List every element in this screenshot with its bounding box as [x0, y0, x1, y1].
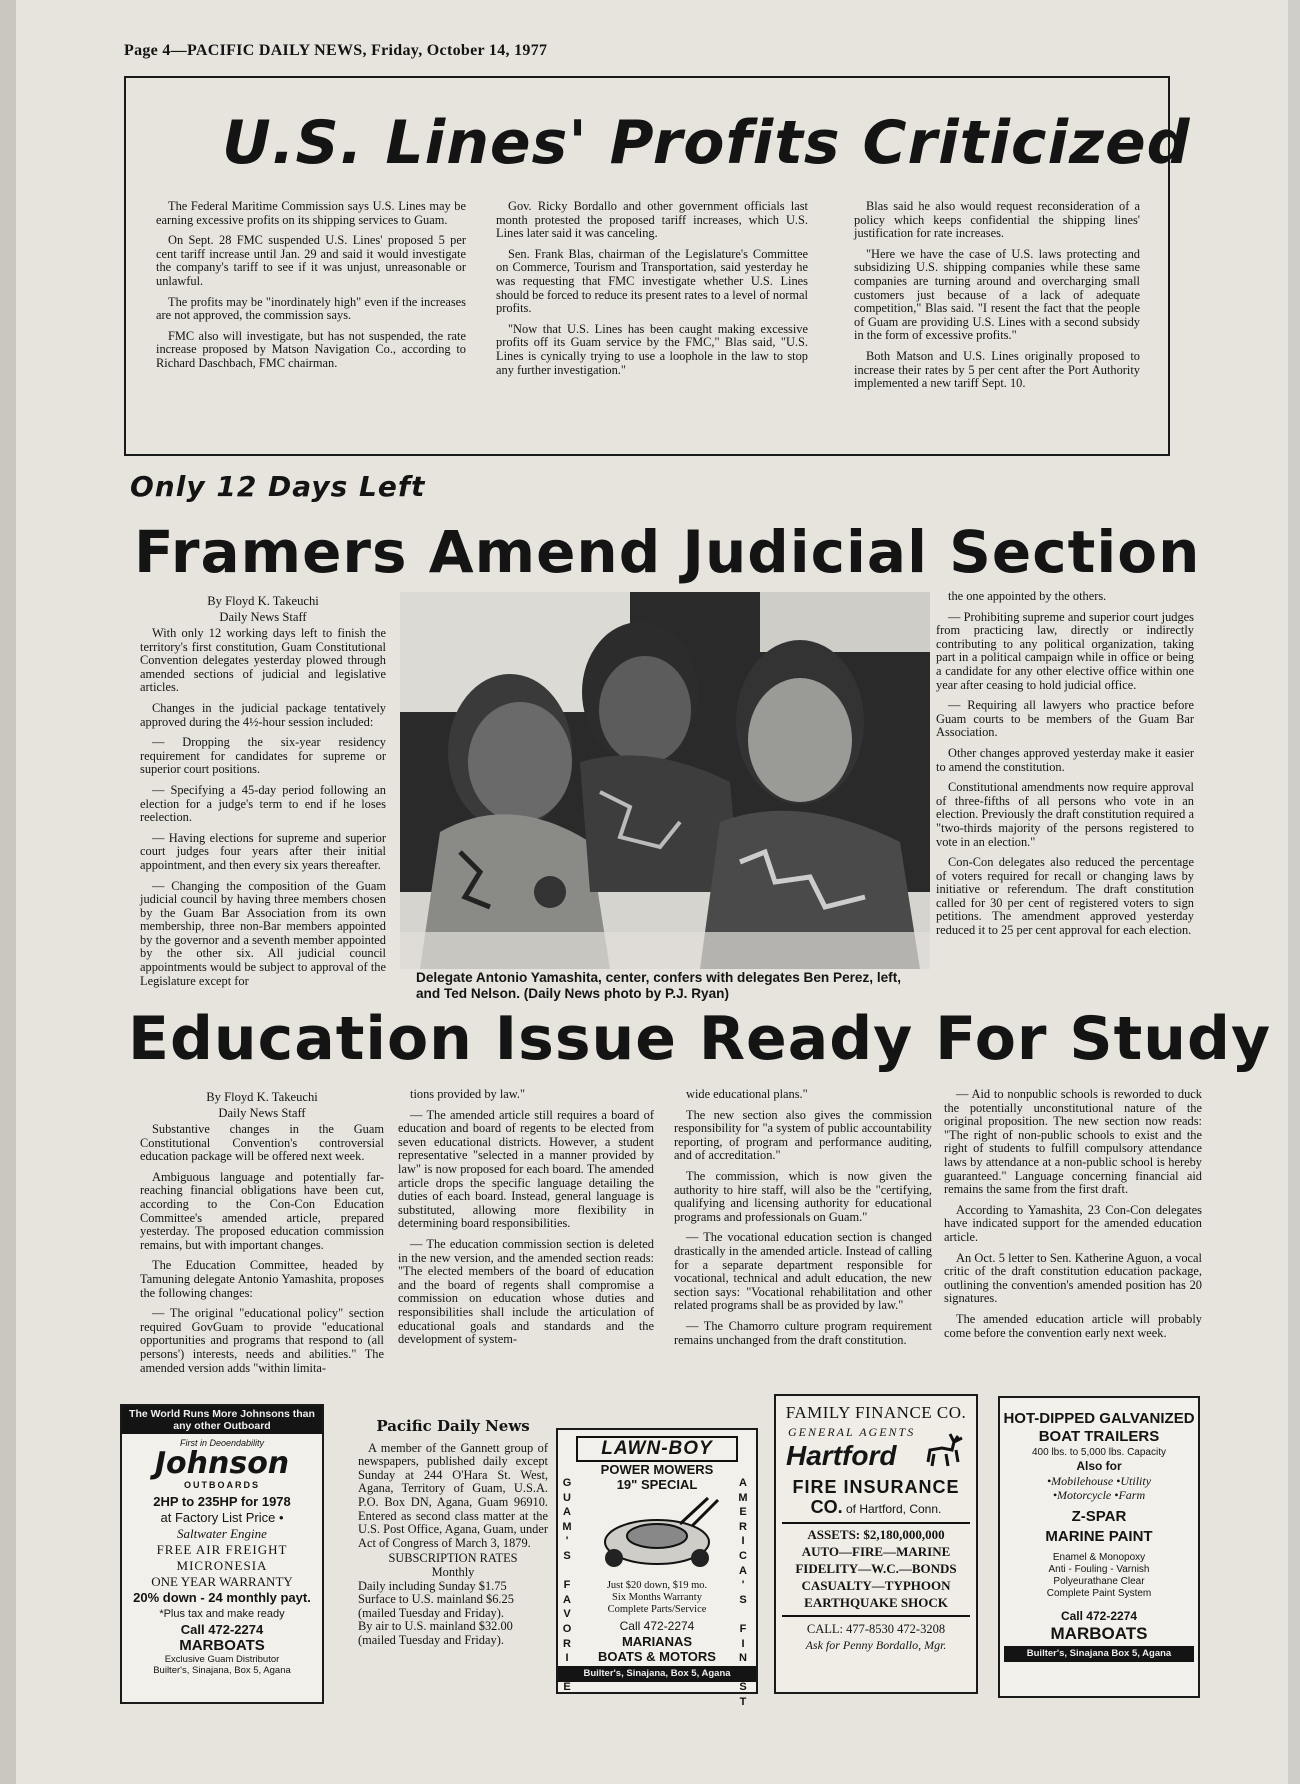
- johnson-ad-terms: 20% down - 24 monthly payt.: [133, 1590, 311, 1605]
- paragraph: According to Yamashita, 23 Con-Con delegates have indicated support for the amended education article.: [944, 1202, 1202, 1244]
- family-finance-phone: CALL: 477-8530 472-3208: [782, 1615, 970, 1637]
- family-finance-agents: GENERAL AGENTS: [788, 1425, 916, 1439]
- lawn-boy-warranty: Six Months Warranty: [612, 1592, 702, 1603]
- paragraph: The Federal Maritime Commission says U.S. Lines may be earning excessive profits on its shipping services to Guam.: [156, 199, 466, 227]
- johnson-ad-hp-range: 2HP to 235HP for 1978: [153, 1494, 291, 1509]
- johnson-ad-distributor: Exclusive Guam Distributor: [164, 1654, 280, 1665]
- lawn-boy-phone: Call 472-2274: [619, 1619, 695, 1633]
- framers-headline: Framers Amend Judicial Section: [134, 518, 1201, 586]
- page-folio: Page 4—PACIFIC DAILY NEWS, Friday, October 14, 1977: [124, 42, 548, 59]
- fire-insurance-location: of Hartford, Conn.: [845, 1502, 942, 1516]
- framers-column-1: [140, 594, 386, 995]
- page-left-edge: [0, 0, 16, 1784]
- paragraph: wide educational plans.": [686, 1087, 808, 1101]
- johnson-ad-price: at Factory List Price •: [160, 1510, 284, 1525]
- paragraph: Con-Con delegates also reduced the percentage of voters required for recall or changing laws by initiative or referendum. The draft constitution called for 30 per cent of registered voters to sign petitions. The amendment approved yesterday reduced it to 25 per cent approval for each election.: [936, 855, 1194, 938]
- paragraph: — The original "educational policy" section required GovGuam to provide "educational opportunities and programs that respond to (all persons') interests, needs and abilities." The amended version adds "within limita-: [140, 1306, 384, 1375]
- coverage-line-3: CASUALTY—TYPHOON: [801, 1578, 951, 1593]
- education-column-2: [398, 1088, 654, 1354]
- paragraph: "Here we have the case of U.S. laws protecting and subsidizing U.S. shipping companies while these same companies are turning around and overcharging small customers just because of a lack of adequate competition," Blas said. "I resent the fact that the people of Guam are providing U.S. Lines with a second subsidy in the form of excessive profits.": [854, 246, 1140, 343]
- education-column-4: [944, 1088, 1202, 1347]
- paragraph: The profits may be "inordinately high" even if the increases are not approved, the commission says.: [156, 294, 466, 323]
- paragraph: — Aid to nonpublic schools is reworded to duck the potentially unconstitutional nature of the original proposition. The new section now reads: "The right of non-public schools to exist and the right of students to fulfill compulsory attendance laws by attendance at a non-public school is hereby guaranteed." Language concerning financial aid remains the same from the first draft.: [944, 1087, 1202, 1197]
- framers-column-1-body: [140, 627, 386, 988]
- us-lines-headline: U.S. Lines' Profits Criticized: [222, 108, 1191, 178]
- johnson-ad-phone: Call 472-2274: [180, 1622, 264, 1637]
- paragraph: An Oct. 5 letter to Sen. Katherine Aguon, a vocal critic of the draft constitution education package, outlining the convention's amended position has 20 signatures.: [944, 1250, 1202, 1306]
- marboats-trailers-ad: [998, 1396, 1200, 1698]
- paragraph: Blas said he also would request reconsideration of a policy which keeps confidential the shipping lines' justification for rate increases.: [854, 199, 1140, 241]
- framers-column-2: [936, 590, 1194, 945]
- trailers-capacity: 400 lbs. to 5,000 lbs. Capacity: [1032, 1447, 1166, 1458]
- johnson-ad-saltwater: Saltwater Engine: [177, 1526, 267, 1541]
- us-lines-column-3: [854, 200, 1140, 398]
- paragraph: The Education Committee, headed by Tamuning delegate Antonio Yamashita, proposes the following changes:: [140, 1258, 384, 1300]
- hartford-brand: Hartford: [786, 1440, 897, 1471]
- paragraph: The commission, which is now given the authority to hire staff, will also be the "certifying, qualifying and licensing authority for educational programs and professionals on Guam.": [674, 1168, 932, 1224]
- paragraph: — The Chamorro culture program requirement remains unchanged from the draft constitution.: [674, 1318, 932, 1347]
- fire-insurance: FIRE INSURANCE: [792, 1477, 960, 1497]
- trailers-heading-2: BOAT TRAILERS: [1038, 1428, 1160, 1445]
- marboats-name: MARBOATS: [1050, 1624, 1148, 1643]
- education-byline: By Floyd K. Takeuchi: [206, 1090, 318, 1104]
- coverage-line-4: EARTHQUAKE SHOCK: [804, 1595, 948, 1610]
- paragraph: — The vocational education section is changed drastically in the amended article. Instead of calling for a separate department responsible for vocational, technical and adult education, the new section says: "Vocational rehabilitation and other related programs shall be as provided by law.": [674, 1230, 932, 1313]
- delegates-photo-image: [400, 592, 930, 969]
- paragraph: — Specifying a 45-day period following an election for a judge's term to end if he loses reelection.: [140, 782, 386, 825]
- education-headline: Education Issue Ready For Study: [128, 1004, 1272, 1074]
- paint-line-3: Polyeurathane Clear: [1053, 1576, 1145, 1587]
- family-finance-name: FAMILY FINANCE CO.: [785, 1403, 967, 1422]
- paragraph: On Sept. 28 FMC suspended U.S. Lines' proposed 5 per cent tariff increase until Jan. 29 and said it would investigate the company's tariff to see if it was unjust, unreasonable or unlawful.: [156, 233, 466, 288]
- us-lines-column-2: [496, 200, 808, 384]
- masthead-title: Pacific Daily News: [376, 1417, 530, 1435]
- subscription-rate-3: (mailed Tuesday and Friday).: [358, 1605, 504, 1620]
- johnson-ad-freight: FREE AIR FREIGHT: [156, 1542, 288, 1557]
- education-byline-staff: Daily News Staff: [218, 1106, 306, 1120]
- trailers-uses-2: •Motorcycle •Farm: [1052, 1488, 1146, 1502]
- education-column-1: [140, 1090, 384, 1382]
- subscription-rate-4: By air to U.S. mainland $32.00: [358, 1619, 513, 1634]
- paragraph: — The amended article still requires a board of education and board of regents to be elected from seven educational districts. However, a student representative "selected in a manner provided by law" is now proposed for each board. The amended article drops the specific language detailing the duties of each board. Instead, general language is substituted, allowing more flexibility in determining board responsibilities.: [398, 1107, 654, 1231]
- paint-line-1: Enamel & Monopoxy: [1052, 1552, 1146, 1563]
- johnson-ad-dealer: MARBOATS: [179, 1637, 265, 1654]
- lawn-boy-service: Complete Parts/Service: [607, 1604, 707, 1615]
- trailers-heading: HOT-DIPPED GALVANIZED: [1003, 1410, 1195, 1427]
- paragraph: Gov. Ricky Bordallo and other government officials last month protested the proposed tariff increases, which U.S. Lines later said it was canceling.: [496, 199, 808, 241]
- us-lines-column-1: [156, 200, 466, 378]
- paragraph: Other changes approved yesterday make it easier to amend the constitution.: [936, 745, 1194, 774]
- subscription-title: SUBSCRIPTION RATES: [388, 1551, 518, 1566]
- delegates-photo: [400, 592, 930, 969]
- family-finance-assets: ASSETS: $2,180,000,000: [807, 1527, 945, 1542]
- lawn-boy-left-slogan: G U A M ' S F A V O R I T E: [562, 1477, 572, 1694]
- zspar-heading: Z-SPAR: [1071, 1508, 1127, 1525]
- johnson-ad-outboards: OUTBOARDS: [184, 1480, 260, 1490]
- family-finance-ad: [774, 1394, 978, 1694]
- lawn-boy-right-slogan: A M E R I C A ' S F I N E S T: [738, 1477, 748, 1708]
- paragraph: the one appointed by the others.: [948, 589, 1107, 603]
- framers-byline-staff: Daily News Staff: [219, 610, 307, 624]
- johnson-ad-brand: Johnson: [154, 1446, 290, 1481]
- lawn-boy-dealer-2: BOATS & MOTORS: [598, 1649, 716, 1664]
- johnson-ad-tagline: First in Deoendability: [179, 1438, 265, 1448]
- paragraph: tions provided by law.": [410, 1087, 526, 1101]
- education-column-3: [674, 1088, 932, 1354]
- johnson-ad-tax: *Plus tax and make ready: [159, 1608, 285, 1620]
- subscription-rate-5: (mailed Tuesday and Friday).: [358, 1632, 504, 1647]
- page-right-edge: [1288, 0, 1300, 1784]
- paragraph: The amended education article will probably come before the convention early next week.: [944, 1311, 1202, 1340]
- lawn-boy-dealer: MARIANAS: [621, 1634, 693, 1649]
- paragraph: Substantive changes in the Guam Constitutional Convention's controversial education package will be offered next week.: [140, 1122, 384, 1164]
- photo-caption: Delegate Antonio Yamashita, center, confers with delegates Ben Perez, left, and Ted Nelson. (Daily News photo by P.J. Ryan): [416, 970, 901, 1001]
- subscription-rate-2: Surface to U.S. mainland $6.25: [358, 1592, 514, 1607]
- paragraph: With only 12 working days left to finish the territory's first constitution, Guam Constitutional Convention delegates yesterday plowed through amended sections of judicial and legislative articles.: [140, 626, 386, 695]
- lawn-boy-special: 19" SPECIAL: [616, 1477, 698, 1492]
- framers-byline: By Floyd K. Takeuchi: [207, 594, 319, 608]
- paragraph: — The education commission section is deleted in the new version, and the amended section reads: "The elected members of the board of education and the board of regents shall compromise a commission on education whose duties and responsibilities shall include the articulation of educational goals and standards and the development of system-: [398, 1236, 654, 1347]
- lawn-mower-icon: [592, 1496, 722, 1580]
- masthead-body: A member of the Gannett group of newspapers, published daily except Sunday at 244 O'Hara St. West, Agana, Territory of Guam, U.S.A. P.O. Box DN, Agana, Guam 96910. Entered as second class matter at the U.S. Post Office, Agana, Guam, under Act of Congress of March 3, 1879.: [358, 1440, 548, 1550]
- paint-line-2: Anti - Fouling - Varnish: [1048, 1564, 1150, 1575]
- paragraph: — Requiring all lawyers who practice before Guam courts to be members of the Guam Bar Association.: [936, 698, 1194, 740]
- paragraph: Both Matson and U.S. Lines originally proposed to increase their rates by 5 per cent after the Port Authority implemented a new tariff Sept. 10.: [854, 348, 1140, 391]
- education-column-1-body: [140, 1123, 384, 1375]
- marboats-phone: Call 472-2274: [1060, 1609, 1138, 1623]
- lawn-boy-address: Builter's, Sinajana, Box 5, Agana: [558, 1666, 756, 1682]
- paragraph: Constitutional amendments now require approval of three-fifths of all persons who vote in an election. Previously the draft constitution required a "two-thirds majority of the persons registered to vote in an election.": [936, 780, 1194, 849]
- johnson-ad-slogan: The World Runs More Johnsons than any other Outboard: [122, 1406, 322, 1434]
- johnson-ad-warranty: ONE YEAR WARRANTY: [151, 1574, 293, 1589]
- paragraph: — Changing the composition of the Guam judicial council by having three members chosen by the Guam Bar Association from its own membership, three non-Bar members appointed by the governor and a seventh member appointed by the other six. All judicial council appointments would be subject to approval of the Legislature except for: [140, 878, 386, 988]
- zspar-marine-paint: MARINE PAINT: [1045, 1528, 1153, 1545]
- trailers-also: Also for: [1076, 1459, 1122, 1473]
- paragraph: — Dropping the six-year residency requirement for candidates for supreme or superior court positions.: [140, 735, 386, 777]
- johnson-outboards-ad: [120, 1404, 324, 1704]
- paragraph: — Prohibiting supreme and superior court judges from practicing law, directly or indirectly contributing to any political organization, taking part in a political campaign while in office or being a candidate for any other elective office within one year after ceasing to hold judicial office.: [936, 609, 1194, 692]
- marboats-address: Builter's, Sinajana Box 5, Agana: [1004, 1646, 1194, 1662]
- paragraph: Ambiguous language and potentially far-reaching financial obligations have been cut, according to the Con-Con Education Committee's amended article, prepared yesterday. The proposed education commission remains, but with important changes.: [140, 1169, 384, 1252]
- lawn-boy-power-mowers: POWER MOWERS: [600, 1462, 714, 1477]
- paragraph: FMC also will investigate, but has not suspended, the rate increase proposed by Matson Navigation Co., according to Richard Daschbach, FMC chairman.: [156, 328, 466, 370]
- subscription-rate-1: Daily including Sunday $1.75: [358, 1578, 507, 1593]
- masthead-box: [358, 1417, 548, 1648]
- coverage-line-1: AUTO—FIRE—MARINE: [801, 1544, 951, 1559]
- lawn-boy-brand: LAWN-BOY: [576, 1436, 738, 1462]
- coverage-line-2: FIDELITY—W.C.—BONDS: [795, 1561, 957, 1576]
- johnson-ad-micronesia: MICRONESIA: [176, 1558, 268, 1573]
- paint-line-4: Complete Paint System: [1046, 1588, 1152, 1599]
- paragraph: Sen. Frank Blas, chairman of the Legislature's Committee on Commerce, Tourism and Transportation, said yesterday he was requesting that FMC investigate whether U.S. Lines should be forced to reduce its present rates to a level of normal profits.: [496, 246, 808, 316]
- trailers-uses-1: •Mobilehouse •Utility: [1046, 1474, 1152, 1488]
- subscription-period: Monthly: [431, 1564, 475, 1579]
- paragraph: The new section also gives the commission responsibility for "a system of public accountability reporting, of program and performance auditing, and of accreditation.": [674, 1107, 932, 1163]
- paragraph: Changes in the judicial package tentatively approved during the 4½-hour session included:: [140, 700, 386, 729]
- paragraph: "Now that U.S. Lines has been caught making excessive profits off its Guam service by the FMC," Blas said, "U.S. Lines is cynically trying to use a loophole in the law to stop any further investigation.": [496, 321, 808, 377]
- stag-icon: [918, 1432, 968, 1472]
- family-finance-contact: Ask for Penny Bordallo, Mgr.: [805, 1638, 947, 1652]
- paragraph: — Having elections for supreme and superior court judges four years after their initial appointment, and then every six years thereafter.: [140, 830, 386, 872]
- johnson-ad-address: Builter's, Sinajana, Box 5, Agana: [153, 1665, 291, 1676]
- lawn-boy-ad: [556, 1428, 758, 1694]
- lawn-boy-terms: Just $20 down, $19 mo.: [606, 1580, 708, 1591]
- story-kicker: Only 12 Days Left: [130, 470, 426, 503]
- fire-insurance-co: CO.: [810, 1497, 843, 1517]
